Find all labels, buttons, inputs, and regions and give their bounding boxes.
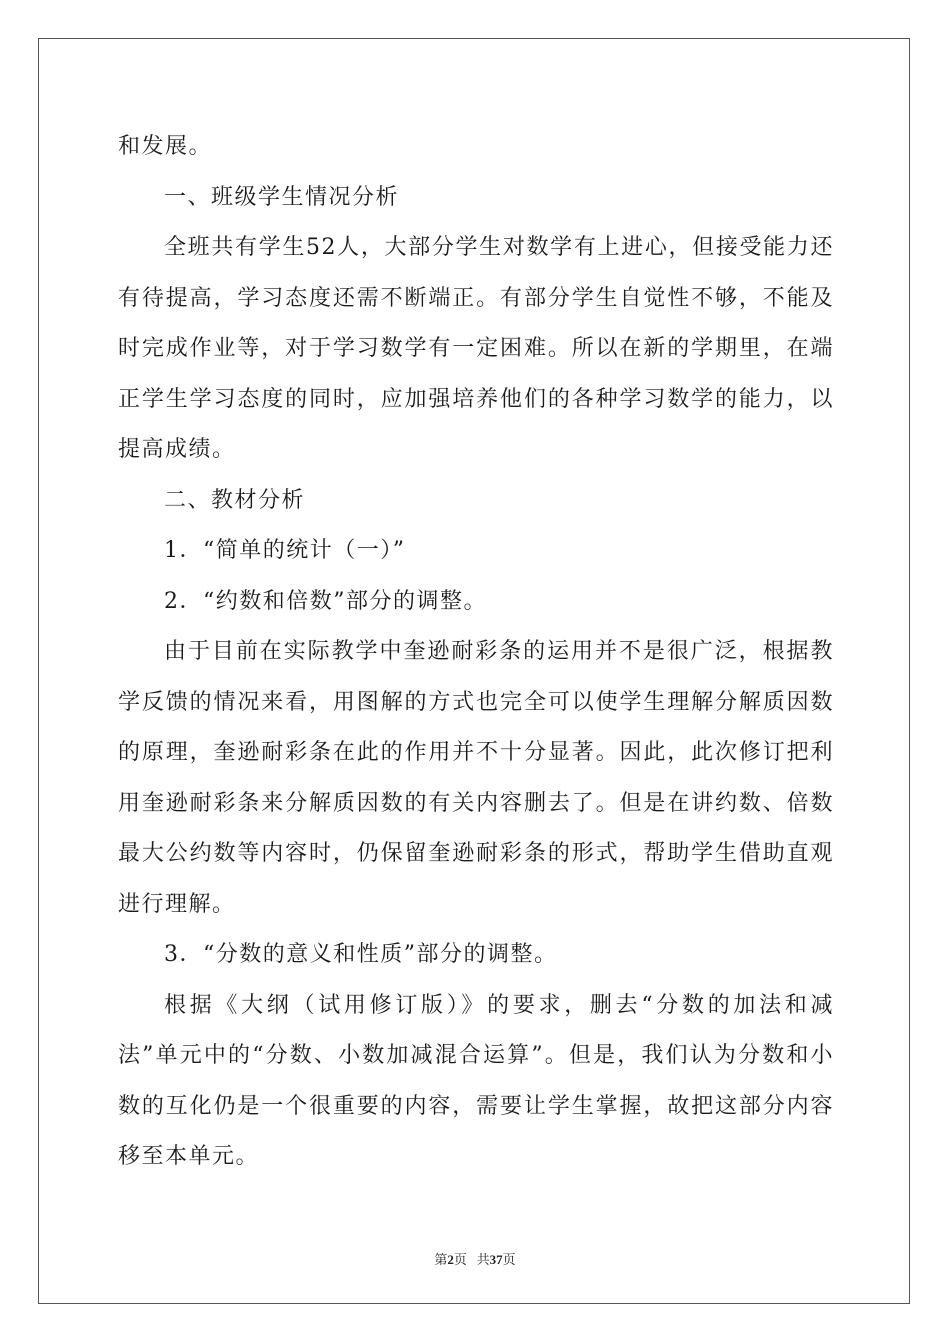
paragraph: 全班共有学生52人，大部分学生对数学有上进心，但接受能力还有待提高，学习态度还需不断端正。有部分学生自觉性不够，不能及时完成作业等，对于学习数学有一定困难。所以在新的学期里，在端正学生学习态度的同时，应加强培养他们的各种学习数学的能力，以提高成绩。 bbox=[118, 235, 834, 462]
list-item: 2．“约数和倍数”部分的调整。 bbox=[164, 588, 487, 614]
footer-prefix: 第 bbox=[434, 1252, 448, 1267]
total-pages-number: 37 bbox=[489, 1252, 503, 1267]
paragraph: 和发展。 bbox=[118, 134, 213, 159]
footer-page-suffix: 页 bbox=[453, 1252, 467, 1267]
paragraph: 根据《大纲（试用修订版）》的要求，删去“分数的加法和减法”单元中的“分数、小数加减混合运算”。但是，我们认为分数和小数的互化仍是一个很重要的内容，需要让学生掌握，故把这部分内容移至本单元。 bbox=[118, 992, 834, 1169]
list-item: 1．“简单的统计（一）” bbox=[164, 538, 406, 563]
footer-total-suffix: 页 bbox=[502, 1252, 516, 1267]
section-heading: 二、教材分析 bbox=[164, 487, 306, 513]
list-item: 3．“分数的意义和性质”部分的调整。 bbox=[164, 942, 558, 967]
paragraph: 由于目前在实际教学中奎逊耐彩条的运用并不是很广泛，根据教学反馈的情况来看，用图解的方式也完全可以使学生理解分解质因数的原理，奎逊耐彩条在此的作用并不十分显著。因此，此次修订把利用奎逊耐彩条来分解质因数的有关内容删去了。但是在讲约数、倍数最大公约数等内容时，仍保留奎逊耐彩条的形式，帮助学生借助直观进行理解。 bbox=[118, 639, 834, 917]
document-body bbox=[118, 122, 834, 1183]
section-heading: 一、班级学生情况分析 bbox=[164, 184, 400, 210]
page-footer bbox=[0, 1249, 950, 1268]
current-page-number: 2 bbox=[447, 1252, 454, 1267]
footer-total-prefix: 共 bbox=[476, 1252, 490, 1267]
